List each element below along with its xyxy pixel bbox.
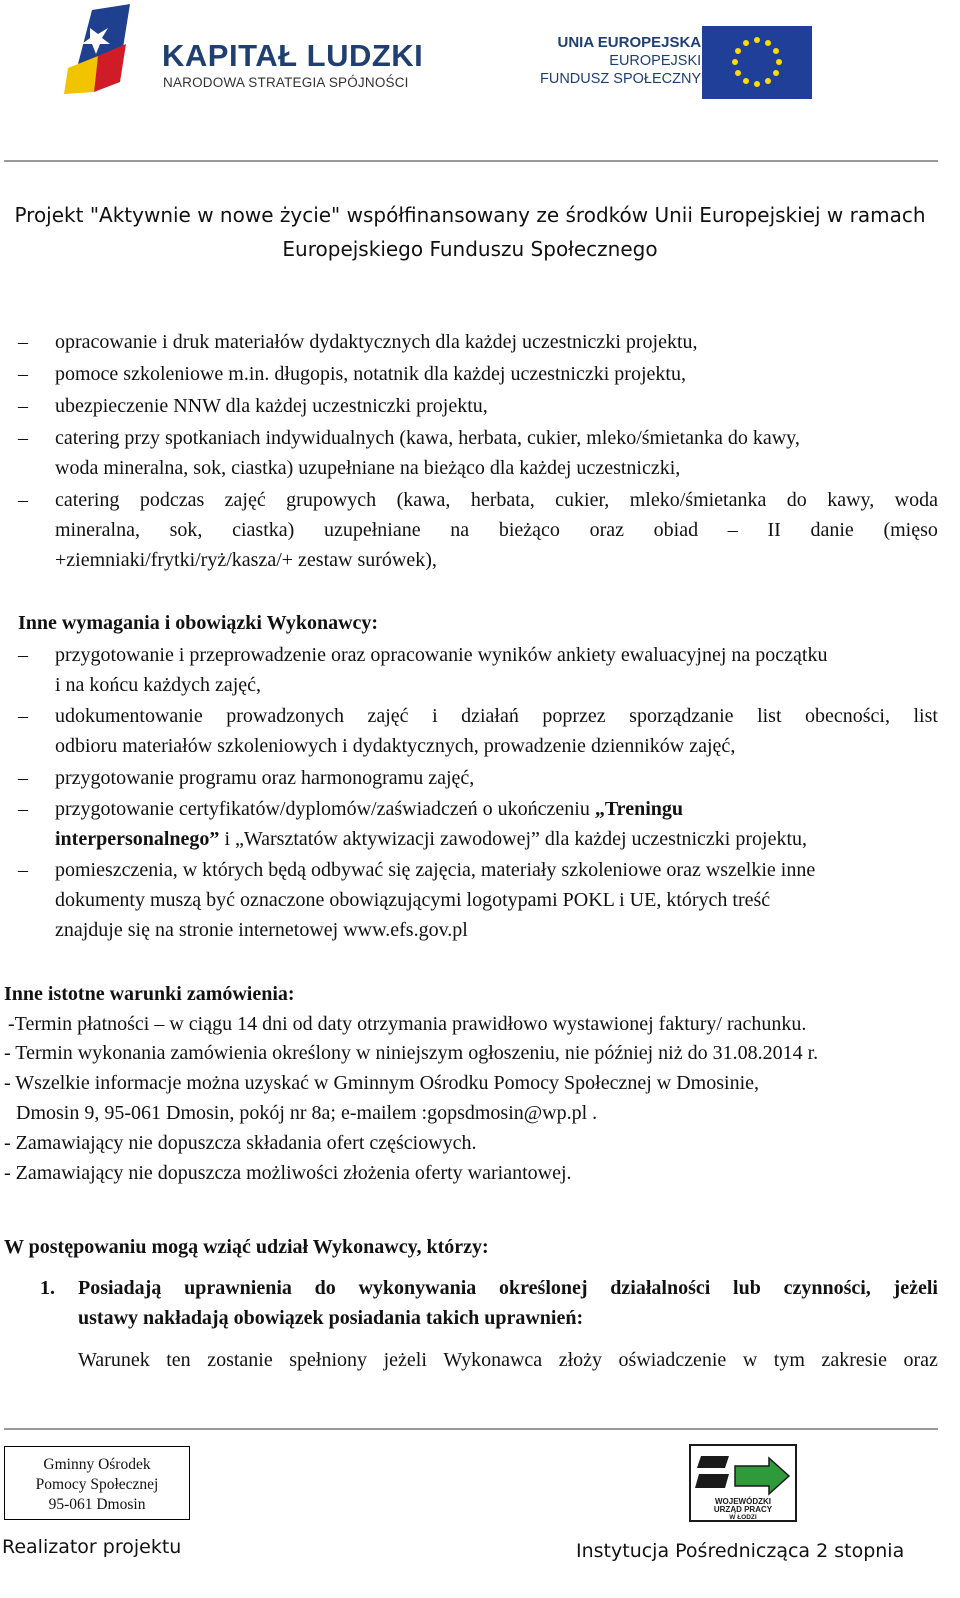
word: określonej: [499, 1277, 588, 1299]
word: sporządzanie: [629, 705, 734, 727]
section2-item4-line1: [55, 797, 683, 821]
word: zajęć: [224, 489, 266, 511]
project-title: [0, 198, 940, 266]
word: kawy,: [827, 489, 875, 511]
list1-item5-line2: [55, 518, 938, 542]
stamp-line1: Gminny Ośrodek: [43, 1456, 151, 1473]
wup-line2: URZĄD PRACY: [713, 1505, 773, 1514]
wup-line3: W ŁODZI: [729, 1514, 757, 1521]
word: podczas: [139, 489, 205, 511]
project-title-line1: Projekt "Aktywnie w nowe życie" współfinansowany ze środków Unii Europejskiej w ramach: [14, 203, 926, 227]
section2-item5-line1: pomieszczenia, w których będą odbywać się zajęcia, materiały szkoleniowe oraz wszelkie inne: [55, 859, 816, 881]
word: sok,: [169, 519, 203, 541]
word: list: [757, 705, 782, 727]
section4-paragraph-line1: [78, 1348, 938, 1372]
list1-item4-line2: woda mineralna, sok, ciastka) uzupełniane na bieżąco dla każdej uczestniczki,: [55, 457, 681, 479]
section2-item3: przygotowanie programu oraz harmonogramu zajęć,: [55, 767, 475, 789]
kapital-ludzki-subtitle: NARODOWA STRATEGIA SPÓJNOŚCI: [163, 75, 409, 90]
word: oraz: [589, 519, 624, 541]
footer-divider: [4, 1428, 938, 1430]
ue-line2: EUROPEJSKI: [609, 53, 702, 69]
eu-flag-icon: [702, 26, 812, 99]
section3-line5: - Zamawiający nie dopuszcza składania ofert częściowych.: [4, 1132, 477, 1154]
bullet-dash: –: [18, 331, 28, 353]
word: Posiadają: [78, 1277, 162, 1299]
project-title-line2: Europejskiego Funduszu Społecznego: [282, 237, 658, 261]
word: herbata,: [470, 489, 535, 511]
word: mineralna,: [55, 519, 140, 541]
stamp-line2: Pomocy Społecznej: [35, 1476, 159, 1493]
list1-item5-line1: [55, 488, 938, 512]
bullet-dash: –: [18, 644, 28, 666]
bullet-dash: –: [18, 489, 28, 511]
word: (mięso: [883, 519, 938, 541]
item4-text-b: „Treningu: [594, 798, 684, 820]
realizator-label: Realizator projektu: [2, 1536, 182, 1558]
section3-line1: -Termin płatności – w ciągu 14 dni od daty otrzymania prawidłowo wystawionej faktury/ rachunku.: [8, 1013, 807, 1035]
instytucja-label: Instytucja Pośrednicząca 2 stopnia: [576, 1540, 905, 1562]
stamp-line3: 95-061 Dmosin: [48, 1496, 146, 1513]
word: poprzez: [542, 705, 606, 727]
word: wykonywania: [358, 1277, 477, 1299]
list1-item5-line3: +ziemniaki/frytki/ryż/kasza/+ zestaw surówek),: [55, 549, 437, 571]
word: do: [314, 1277, 336, 1299]
bullet-dash: –: [18, 859, 28, 881]
bullet-dash: –: [18, 363, 28, 385]
word: i: [432, 705, 438, 727]
word: ciastka): [232, 519, 295, 541]
section2-item5-line3: znajduje się na stronie internetowej www.efs.gov.pl: [55, 919, 468, 941]
wup-line1: WOJEWÓDZKI: [715, 1497, 771, 1506]
word: grupowych: [286, 489, 377, 511]
word: tym: [773, 1349, 805, 1371]
word: woda: [894, 489, 938, 511]
item4-text-d: i „Warsztatów aktywizacji zawodowej” dla każdej uczestniczki projektu,: [219, 828, 808, 850]
section2-heading: Inne wymagania i obowiązki Wykonawcy:: [18, 612, 379, 634]
wup-lodz-logo: [689, 1444, 797, 1522]
list1-item2: pomoce szkoleniowe m.in. długopis, notatnik dla każdej uczestniczki projektu,: [55, 363, 686, 385]
word: w: [742, 1349, 758, 1371]
kapital-ludzki-title: KAPITAŁ LUDZKI: [162, 38, 424, 73]
word: bieżąco: [498, 519, 560, 541]
list1-item4-line1: catering przy spotkaniach indywidualnych (kawa, herbata, cukier, mleko/śmietanka do kawy,: [55, 427, 800, 449]
list1-item1: opracowanie i druk materiałów dydaktycznych dla każdej uczestniczki projektu,: [55, 331, 698, 353]
section2-item1-line1: przygotowanie i przeprowadzenie oraz opracowanie wyników ankiety ewaluacyjnej na początku: [55, 644, 828, 666]
section3-line2: - Termin wykonania zamówienia określony w niniejszym ogłoszeniu, nie później niż do 31.08.2014 r.: [4, 1042, 819, 1064]
section3-line3: - Wszelkie informacje można uzyskać w Gminnym Ośrodku Pomocy Społecznej w Dmosinie,: [4, 1072, 760, 1094]
word: złoży: [558, 1349, 603, 1371]
word: cukier,: [555, 489, 610, 511]
bullet-dash: –: [18, 705, 28, 727]
list1-item3: ubezpieczenie NNW dla każdej uczestniczki projektu,: [55, 395, 488, 417]
section2-item4-line2: [55, 827, 807, 851]
section2-item2-line2: odbioru materiałów szkoleniowych i dydaktycznych, prowadzenie dzienników zajęć,: [55, 735, 736, 757]
section3-line4: Dmosin 9, 95-061 Dmosin, pokój nr 8a; e-mailem :gopsdmosin@wp.pl .: [16, 1102, 598, 1124]
word: oraz: [903, 1349, 938, 1371]
word: prowadzonych: [226, 705, 344, 727]
section2-item2-line1: [55, 704, 938, 728]
header-divider: [4, 160, 938, 162]
word: uzupełniane: [323, 519, 421, 541]
word: II: [767, 519, 781, 541]
ue-line1: UNIA EUROPEJSKA: [557, 34, 702, 51]
kapital-ludzki-emblem: [64, 4, 164, 96]
word: czynności,: [783, 1277, 871, 1299]
section3-line6: - Zamawiający nie dopuszcza możliwości złożenia oferty wariantowej.: [4, 1162, 572, 1184]
word: danie: [810, 519, 854, 541]
word: zostanie: [207, 1349, 273, 1371]
bullet-dash: –: [18, 427, 28, 449]
bullet-dash: –: [18, 798, 28, 820]
section4-item-line1: [78, 1276, 938, 1300]
gops-stamp-box: [4, 1446, 190, 1520]
word: Wykonawca: [443, 1349, 543, 1371]
word: do: [786, 489, 807, 511]
section4-item-number: 1.: [40, 1277, 55, 1299]
ue-line3: FUNDUSZ SPOŁECZNY: [540, 71, 702, 87]
bullet-dash: –: [18, 767, 28, 789]
word: (kawa,: [396, 489, 451, 511]
word: ten: [166, 1349, 191, 1371]
word: jeżeli: [893, 1277, 938, 1299]
section2-item1-line2: i na końcu każdych zajęć,: [55, 674, 262, 696]
word: oświadczenie: [618, 1349, 727, 1371]
word: mleko/śmietanka: [629, 489, 767, 511]
word: –: [727, 519, 738, 541]
word: obecności,: [805, 705, 890, 727]
section3-heading: Inne istotne warunki zamówienia:: [4, 983, 295, 1005]
word: zajęć: [367, 705, 409, 727]
word: na: [450, 519, 470, 541]
section2-item5-line2: dokumenty muszą być oznaczone obowiązującymi logotypami POKL i UE, których treść: [55, 889, 771, 911]
word: działalności: [610, 1277, 711, 1299]
word: catering: [55, 489, 120, 511]
word: zakresie: [821, 1349, 887, 1371]
section4-heading: W postępowaniu mogą wziąć udział Wykonawcy, którzy:: [4, 1236, 489, 1258]
ue-efs-text: [540, 34, 701, 88]
word: obiad: [653, 519, 699, 541]
item4-text-c: interpersonalnego”: [55, 828, 220, 850]
word: uprawnienia: [184, 1277, 292, 1299]
item4-text-a: przygotowanie certyfikatów/dyplomów/zaświadczeń o ukończeniu: [55, 798, 595, 820]
word: lub: [733, 1277, 761, 1299]
word: działań: [461, 705, 519, 727]
word: Warunek: [78, 1349, 150, 1371]
section4-item-line2: ustawy nakładają obowiązek posiadania takich uprawnień:: [78, 1307, 584, 1329]
word: spełniony: [289, 1349, 368, 1371]
word: udokumentowanie: [55, 705, 203, 727]
bullet-dash: –: [18, 395, 28, 417]
word: jeżeli: [383, 1349, 427, 1371]
word: list: [913, 705, 938, 727]
